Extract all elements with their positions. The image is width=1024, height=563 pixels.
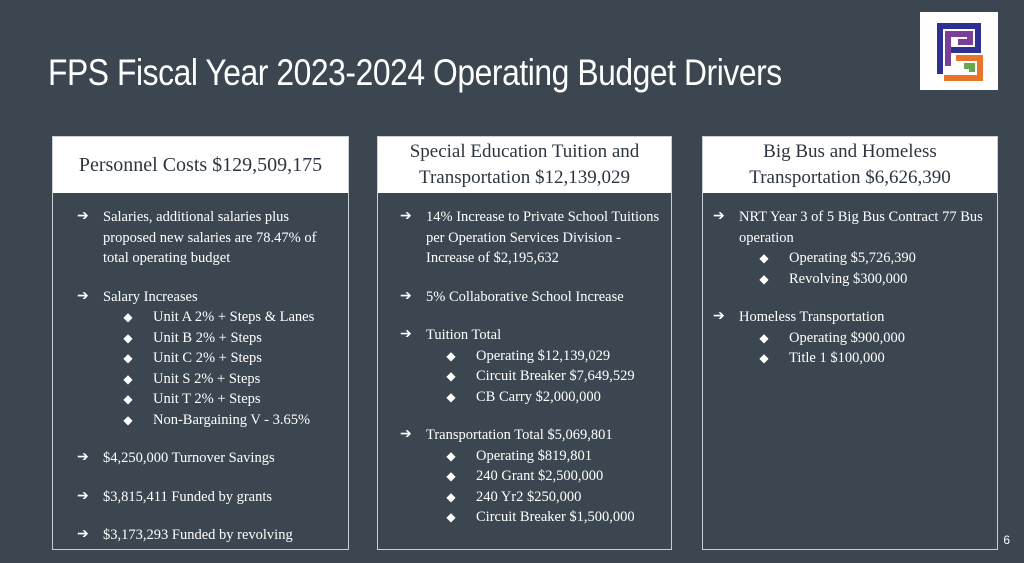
sub-bullet-item: [103, 348, 338, 369]
sub-bullet-item: [426, 446, 661, 467]
bullet-text: $3,173,293 Funded by revolving: [103, 527, 293, 543]
sub-bullet-text: 240 Grant $2,500,000: [476, 468, 604, 484]
diamond-icon: ◆: [759, 271, 769, 286]
sub-bullet-text: Revolving $300,000: [789, 270, 908, 287]
sub-bullet-text: Unit T 2% + Steps: [153, 391, 261, 407]
arrow-icon: ➔: [400, 209, 412, 224]
arrow-icon: ➔: [77, 209, 89, 224]
sub-bullet-item: [739, 248, 987, 269]
arrow-icon: ➔: [77, 288, 89, 304]
arrow-icon: ➔: [713, 309, 725, 324]
sub-bullet-text: Operating $900,000: [789, 329, 905, 346]
bullet-item: [713, 307, 997, 369]
slide-title: FPS Fiscal Year 2023-2024 Operating Budget Drivers: [48, 52, 782, 93]
sub-bullet-item: [426, 487, 661, 508]
bullet-text: Salary Increases: [103, 288, 198, 305]
panel-title: Big Bus and Homeless Transportation $6,626,390: [703, 137, 997, 193]
sub-bullet-text: Operating $819,801: [476, 447, 592, 464]
sub-bullet-text: Circuit Breaker $1,500,000: [476, 509, 635, 525]
logo-mark-icon: [920, 12, 998, 90]
sub-bullet-item: [739, 269, 987, 290]
diamond-icon: ◆: [446, 510, 456, 524]
bullet-item: [77, 525, 348, 546]
bullet-item: [77, 287, 348, 431]
sub-bullet-text: Circuit Breaker $7,649,529: [476, 368, 635, 384]
page-number: 6: [1003, 533, 1010, 547]
diamond-icon: ◆: [759, 330, 769, 345]
bullet-item: [400, 207, 671, 269]
sub-bullet-text: Unit B 2% + Steps: [153, 329, 262, 346]
diamond-icon: ◆: [446, 469, 456, 483]
diamond-icon: ◆: [123, 351, 133, 365]
diamond-icon: ◆: [759, 251, 769, 265]
arrow-icon: ➔: [400, 327, 412, 342]
sub-bullet-item: [739, 328, 987, 349]
sub-bullet-text: CB Carry $2,000,000: [476, 388, 601, 405]
special-education-panel: [377, 136, 672, 550]
sub-bullet-text: Non-Bargaining V - 3.65%: [153, 411, 311, 428]
bullet-text: Tuition Total: [426, 327, 502, 343]
panel-body: [703, 193, 997, 369]
panel-title: Personnel Costs $129,509,175: [53, 137, 348, 193]
big-bus-homeless-panel: [702, 136, 998, 550]
sub-bullet-item: [739, 348, 987, 369]
arrow-icon: ➔: [400, 427, 412, 442]
sub-bullet-item: [103, 389, 338, 410]
sub-bullet-text: Title 1 $100,000: [789, 350, 885, 366]
sub-bullet-item: [426, 366, 661, 387]
bullet-item: [400, 425, 671, 528]
diamond-icon: ◆: [446, 489, 456, 504]
diamond-icon: ◆: [446, 448, 456, 463]
bullet-text: $3,815,411 Funded by grants: [103, 488, 273, 505]
sub-bullet-item: [103, 369, 338, 390]
bullet-item: [400, 287, 671, 308]
bullet-item: [77, 448, 348, 469]
sub-bullet-item: [426, 507, 661, 528]
bullet-text: NRT Year 3 of 5 Big Bus Contract 77 Bus operation: [739, 209, 983, 246]
panel-body: [378, 193, 671, 528]
sub-bullet-text: Operating $5,726,390: [789, 250, 916, 266]
bullet-item: [713, 207, 997, 289]
diamond-icon: ◆: [123, 330, 133, 345]
bullet-text: 14% Increase to Private School Tuitions per Operation Services Division - Increase of $2,195,632: [426, 209, 660, 266]
diamond-icon: ◆: [123, 371, 133, 386]
panel-body: [53, 193, 348, 546]
arrow-icon: ➔: [77, 488, 89, 504]
sub-bullet-item: [103, 307, 338, 328]
diamond-icon: ◆: [446, 369, 456, 383]
arrow-icon: ➔: [77, 527, 89, 542]
arrow-icon: ➔: [77, 450, 89, 465]
sub-bullet-text: Unit A 2% + Steps & Lanes: [153, 309, 315, 325]
bullet-item: [77, 207, 348, 269]
bullet-text: Transportation Total $5,069,801: [426, 427, 613, 443]
sub-bullet-text: 240 Yr2 $250,000: [476, 488, 582, 505]
bullet-text: 5% Collaborative School Increase: [426, 288, 624, 305]
sub-bullet-item: [426, 346, 661, 367]
sub-bullet-text: Operating $12,139,029: [476, 347, 611, 364]
sub-bullet-text: Unit C 2% + Steps: [153, 350, 262, 366]
bullet-item: [400, 325, 671, 407]
diamond-icon: ◆: [446, 348, 456, 363]
fps-logo: [920, 12, 998, 90]
sub-bullet-text: Unit S 2% + Steps: [153, 370, 261, 387]
bullet-text: Salaries, additional salaries plus proposed new salaries are 78.47% of total operating budget: [103, 209, 317, 266]
personnel-costs-panel: [52, 136, 349, 550]
arrow-icon: ➔: [713, 209, 725, 224]
panel-title: Special Education Tuition and Transportation $12,139,029: [378, 137, 671, 193]
bullet-text: Homeless Transportation: [739, 309, 885, 325]
sub-bullet-item: [103, 410, 338, 431]
diamond-icon: ◆: [123, 412, 133, 427]
diamond-icon: ◆: [759, 351, 769, 365]
sub-bullet-item: [426, 387, 661, 408]
diamond-icon: ◆: [446, 389, 456, 404]
sub-bullet-item: [103, 328, 338, 349]
bullet-text: $4,250,000 Turnover Savings: [103, 450, 275, 466]
sub-bullet-item: [426, 466, 661, 487]
diamond-icon: ◆: [123, 310, 133, 324]
diamond-icon: ◆: [123, 392, 133, 406]
arrow-icon: ➔: [400, 288, 412, 304]
bullet-item: [77, 487, 348, 508]
